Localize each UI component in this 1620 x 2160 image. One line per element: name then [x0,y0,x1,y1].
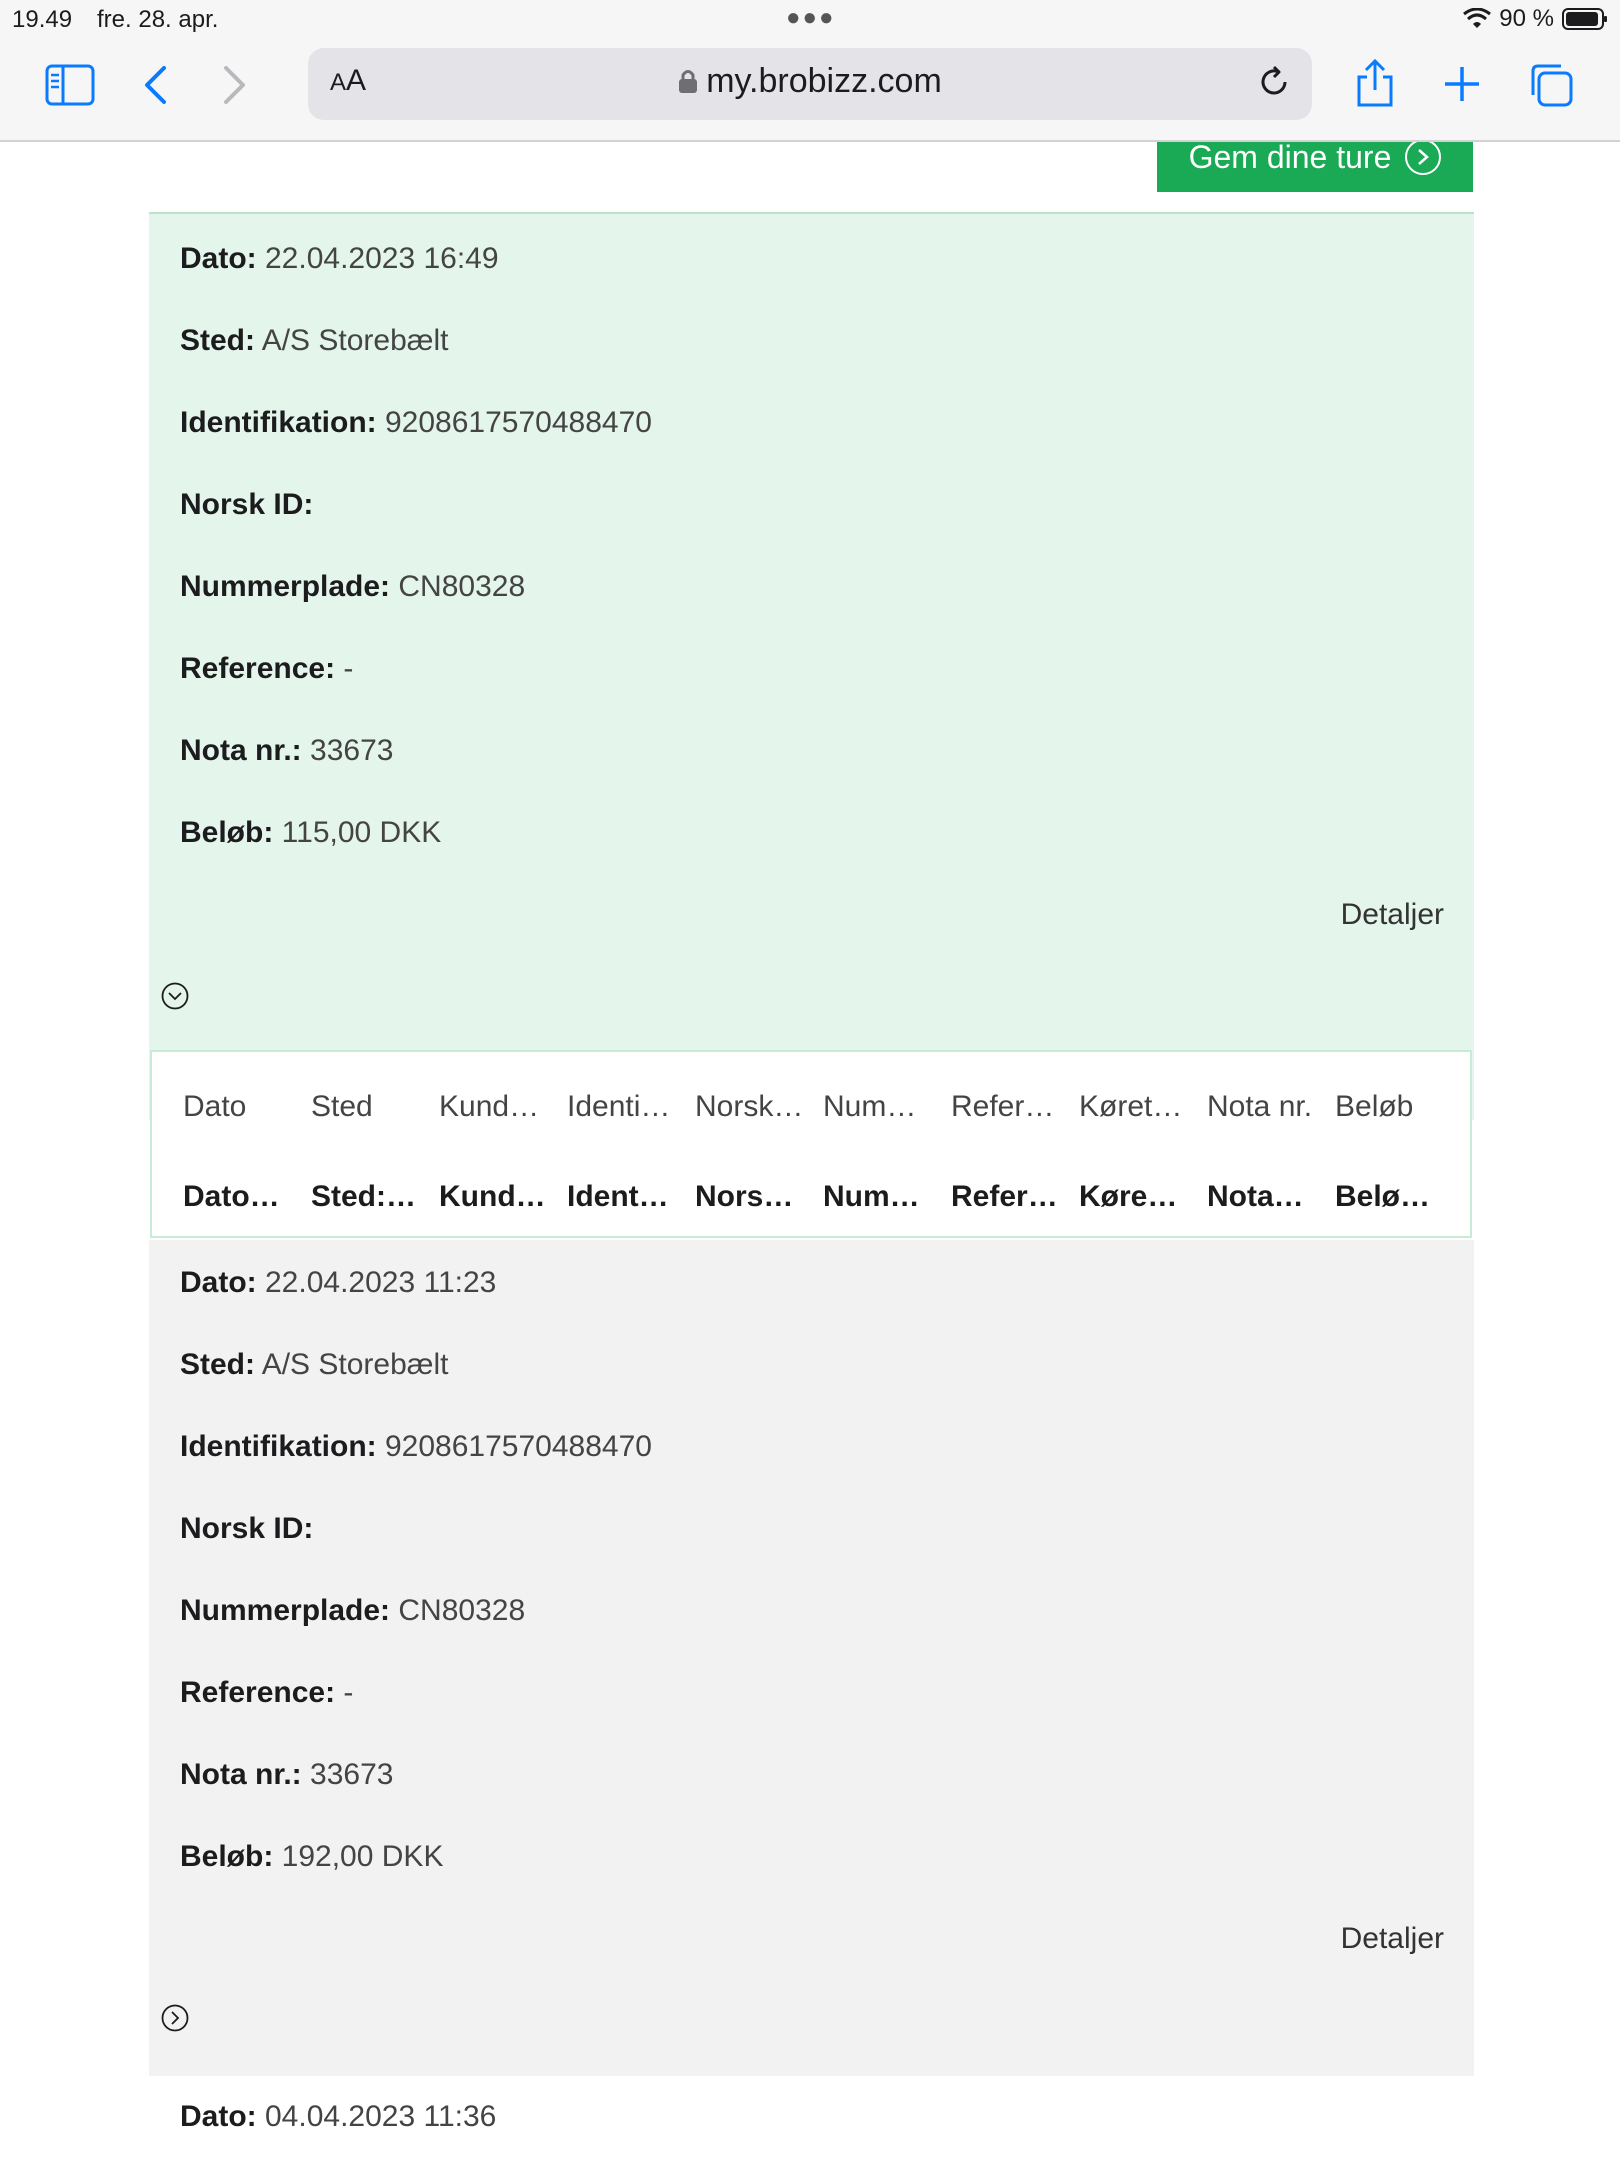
table-header: Refer… [951,1090,1055,1123]
table-cell: Nors… [695,1180,794,1213]
table-cell: Num… [823,1180,920,1213]
share-icon[interactable] [1352,56,1398,110]
tabs-icon[interactable] [1526,60,1576,110]
table-header: Beløb [1335,1090,1414,1123]
battery-icon [1562,7,1608,31]
trip-details-table [150,1050,1472,1238]
trip-nota: Nota nr.: 33673 [180,1758,394,1791]
multitasking-dots-icon[interactable]: ●●● [786,4,836,31]
page-content [0,142,1620,2160]
trip-reference: Reference: - [180,1676,354,1709]
save-trips-button[interactable] [1157,142,1473,192]
trip-amount: Beløb: 115,00 DKK [180,816,442,849]
table-header: Sted [311,1090,373,1123]
table-header: Norsk… [695,1090,804,1123]
trip-reference: Reference: - [180,652,354,685]
trip-norsk-id: Norsk ID: [180,1512,314,1545]
browser-toolbar [0,40,1620,142]
trip-norsk-id: Norsk ID: [180,488,314,521]
url-display[interactable] [308,62,1312,103]
trip-plate: Nummerplade: CN80328 [180,1594,526,1627]
trip-identification: Identifikation: 9208617570488470 [180,1430,652,1463]
trip-identification: Identifikation: 9208617570488470 [180,406,652,439]
chevron-right-icon [1405,142,1441,175]
trip-place: Sted: A/S Storebælt [180,1348,449,1381]
status-date: fre. 28. apr. [97,6,219,33]
wifi-icon [1463,8,1491,30]
chevron-right-circle-icon[interactable] [161,2004,189,2032]
table-cell: Belø… [1335,1180,1431,1213]
status-right [1463,5,1608,33]
table-cell: Dato… [183,1180,280,1213]
battery-percent: 90 % [1499,5,1554,32]
address-bar[interactable] [308,48,1312,120]
trip-nota: Nota nr.: 33673 [180,734,394,767]
status-bar [0,0,1620,40]
new-tab-plus-icon[interactable] [1440,62,1484,106]
status-time: 19.49 [12,6,73,33]
reload-icon[interactable] [1256,64,1292,105]
back-icon[interactable] [138,62,172,108]
lock-icon [678,64,698,103]
table-cell: Refer… [951,1180,1058,1213]
table-cell: Nota… [1207,1180,1304,1213]
table-header: Dato [183,1090,247,1123]
trip-plate: Nummerplade: CN80328 [180,570,526,603]
table-header: Kund… [439,1090,540,1123]
trip-place: Sted: A/S Storebælt [180,324,449,357]
trip-date: Dato: 22.04.2023 11:23 [180,1266,497,1299]
table-header: Køret… [1079,1090,1183,1123]
url-text: my.brobizz.com [706,62,942,100]
save-trips-label: Gem dine ture [1188,142,1392,175]
forward-icon[interactable] [218,62,252,108]
trip-card-collapsed [149,1240,1474,2076]
trip-date: Dato: 22.04.2023 16:49 [180,242,499,275]
table-header: Nota nr. [1207,1090,1313,1123]
table-cell: Køre… [1079,1180,1178,1213]
text-size-button[interactable]: AA [330,64,367,97]
table-cell: Ident… [567,1180,669,1213]
details-link[interactable]: Detaljer [1340,1922,1444,1955]
sidebar-icon[interactable] [44,62,96,108]
trip-date: Dato: 04.04.2023 11:36 [180,2100,497,2133]
table-header: Num… [823,1090,917,1123]
table-cell: Kund… [439,1180,546,1213]
chevron-down-circle-icon[interactable] [161,982,189,1010]
table-cell: Sted:… [311,1180,416,1213]
trip-amount: Beløb: 192,00 DKK [180,1840,444,1873]
table-header: Identi… [567,1090,671,1123]
details-link[interactable]: Detaljer [1340,898,1444,931]
trip-card-expanded [149,212,1474,1120]
